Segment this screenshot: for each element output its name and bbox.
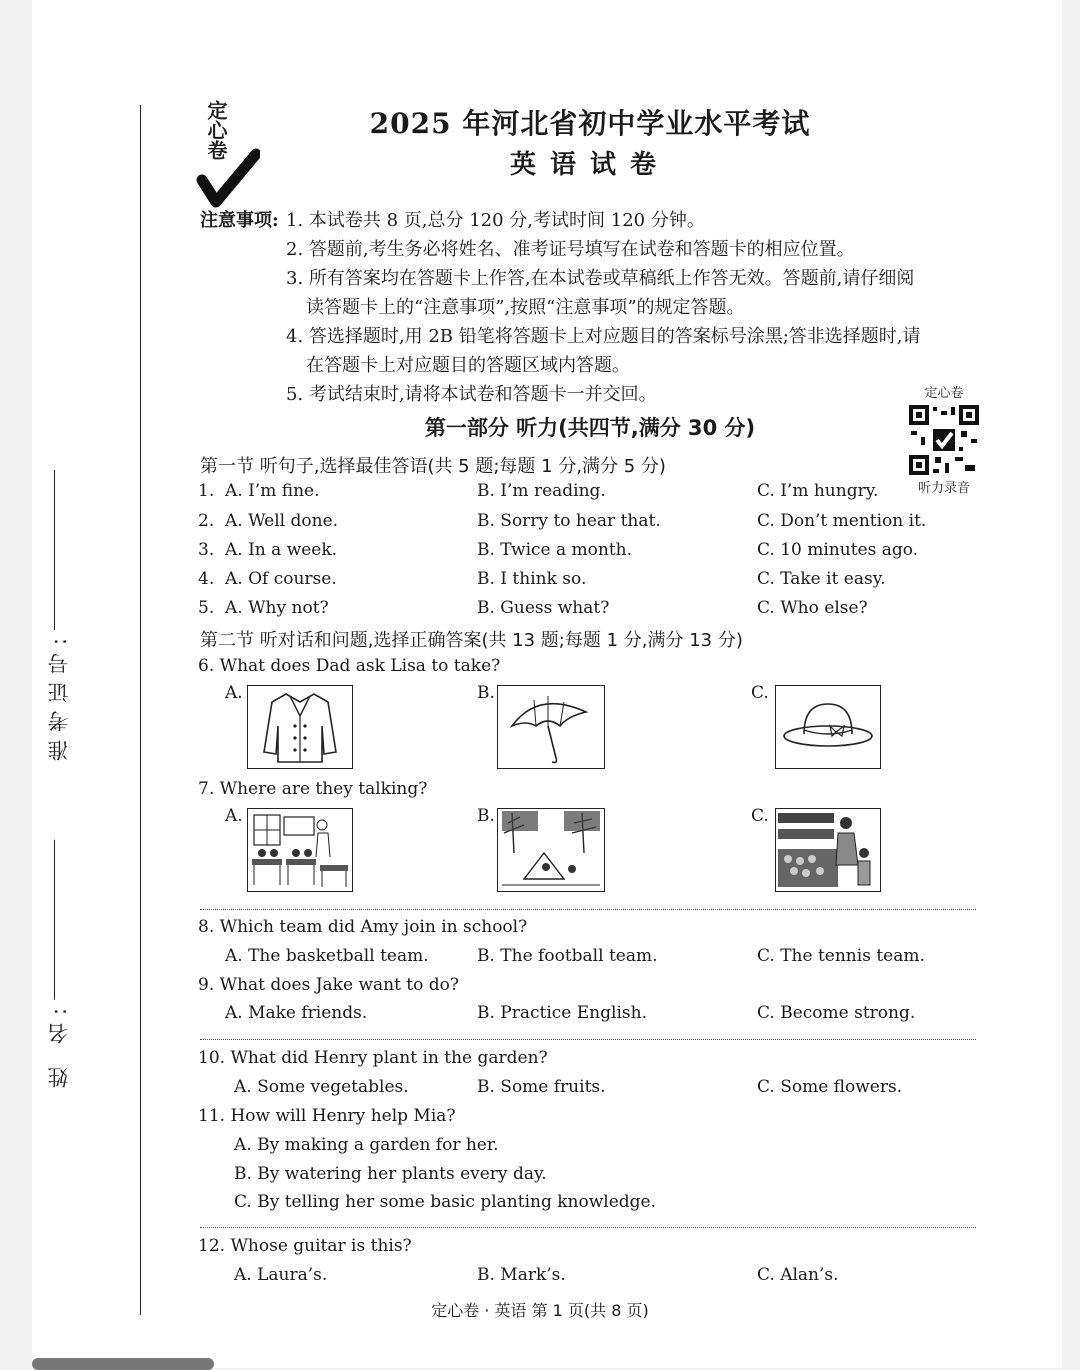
option-a: A. Well done.: [225, 511, 339, 531]
option-b: B. The football team.: [477, 946, 658, 966]
name-label: 姓 名:: [47, 1000, 71, 1088]
checkmark-icon: [196, 140, 260, 210]
option-a: A. I’m fine.: [225, 481, 320, 501]
option-c: C. Become strong.: [757, 1003, 916, 1023]
picnic-picture: [497, 808, 605, 892]
option-b: B. Some fruits.: [477, 1077, 606, 1097]
hat-picture: [775, 685, 881, 769]
notice-item: 3. 所有答案均在答题卡上作答,在本试卷或草稿纸上作答无效。答题前,请仔细阅: [286, 268, 915, 289]
option-c: C. The tennis team.: [757, 946, 925, 966]
option-c: C. I’m hungry.: [757, 481, 879, 501]
option-a: A. The basketball team.: [225, 946, 429, 966]
qr-code-icon[interactable]: [909, 405, 979, 475]
brand-logo: [196, 100, 260, 210]
option-c: C. Alan’s.: [757, 1265, 839, 1285]
question-number: 4.: [198, 569, 215, 589]
option-a: A. Laura’s.: [234, 1265, 328, 1285]
dotted-divider: [200, 1039, 976, 1040]
supermarket-picture: [775, 808, 881, 892]
classroom-picture: [247, 808, 353, 892]
qr-block[interactable]: [902, 382, 986, 496]
notice-item: 5. 考试结束时,请将本试卷和答题卡一并交回。: [286, 384, 657, 405]
notice-item: 2. 答题前,考生务必将姓名、准考证号填写在试卷和答题卡的相应位置。: [286, 239, 855, 260]
question-8: 8. Which team did Amy join in school?: [198, 917, 528, 937]
question-number: 2.: [198, 511, 215, 531]
exam-number-field: [34, 470, 84, 761]
qr-top-label: 定心卷: [924, 386, 964, 401]
option-b: B. Sorry to hear that.: [477, 511, 661, 531]
option-b: B. Practice English.: [477, 1003, 647, 1023]
picture-label-a: A.: [225, 806, 243, 826]
question-6: 6. What does Dad ask Lisa to take?: [198, 656, 501, 676]
coat-picture: [247, 685, 353, 769]
notice-item: 1. 本试卷共 8 页,总分 120 分,考试时间 120 分钟。: [286, 210, 705, 231]
section2-heading: 第二节 听对话和问题,选择正确答案(共 13 题;每题 1 分,满分 13 分): [200, 630, 743, 651]
notice-item: 读答题卡上的“注意事项”,按照“注意事项”的规定答题。: [306, 297, 745, 318]
horizontal-scrollbar[interactable]: [32, 1358, 214, 1370]
option-b: B. I’m reading.: [477, 481, 606, 501]
option-a: A. Make friends.: [225, 1003, 368, 1023]
section1-heading: 第一节 听句子,选择最佳答语(共 5 题;每题 1 分,满分 5 分): [200, 456, 666, 477]
option-a: A. Some vegetables.: [234, 1077, 409, 1097]
option-c: C. 10 minutes ago.: [757, 540, 919, 560]
question-number: 1.: [198, 481, 215, 501]
part1-title: 第一部分 听力(共四节,满分 30 分): [424, 416, 756, 440]
exam-subtitle: 英语试卷: [509, 150, 670, 180]
question-number: 5.: [198, 598, 215, 618]
name-field: [34, 840, 84, 1088]
logo-text: 定心卷: [204, 100, 228, 160]
question-10: 10. What did Henry plant in the garden?: [198, 1048, 548, 1068]
option-b: B. Twice a month.: [477, 540, 633, 560]
option-b: B. I think so.: [477, 569, 587, 589]
notice-item: 在答题卡上对应题目的答题区域内答题。: [306, 355, 630, 376]
exam-number-label: 准考证号:: [47, 630, 71, 762]
question-number: 3.: [198, 540, 215, 560]
picture-label-b: B.: [477, 806, 495, 826]
page-footer: 定心卷 · 英语 第 1 页(共 8 页): [431, 1301, 649, 1320]
umbrella-picture: [497, 685, 605, 769]
qr-bottom-label: 听力录音: [917, 481, 970, 496]
dotted-divider: [200, 1227, 976, 1228]
option-a: A. Why not?: [225, 598, 329, 618]
option-a: A. Of course.: [225, 569, 337, 589]
dotted-divider: [200, 909, 976, 910]
question-11: 11. How will Henry help Mia?: [198, 1106, 456, 1126]
notice-label: 注意事项:: [200, 210, 279, 231]
option-b: B. Guess what?: [477, 598, 610, 618]
option-b: B. Mark’s.: [477, 1265, 566, 1285]
option-c: C. Don’t mention it.: [757, 511, 927, 531]
name-underline: [55, 840, 56, 1000]
exam-number-underline: [55, 470, 56, 630]
question-7: 7. Where are they talking?: [198, 779, 428, 799]
exam-title: 2025 年河北省初中学业水平考试: [369, 107, 811, 140]
option-c: C. Some flowers.: [757, 1077, 903, 1097]
picture-label-b: B.: [477, 683, 495, 703]
option-a: A. In a week.: [225, 540, 338, 560]
question-9: 9. What does Jake want to do?: [198, 975, 460, 995]
notice-item: 4. 答选择题时,用 2B 铅笔将答题卡上对应题目的答案标号涂黑;答非选择题时,请: [286, 326, 921, 347]
question-12: 12. Whose guitar is this?: [198, 1236, 412, 1256]
picture-label-c: C.: [751, 806, 769, 826]
picture-label-c: C.: [751, 683, 769, 703]
option-c: C. By telling her some basic planting knowledge.: [234, 1192, 657, 1212]
option-b: B. By watering her plants every day.: [234, 1164, 547, 1184]
binding-line: [140, 105, 141, 1315]
option-a: A. By making a garden for her.: [234, 1135, 499, 1155]
option-c: C. Who else?: [757, 598, 868, 618]
option-c: C. Take it easy.: [757, 569, 886, 589]
picture-label-a: A.: [225, 683, 243, 703]
